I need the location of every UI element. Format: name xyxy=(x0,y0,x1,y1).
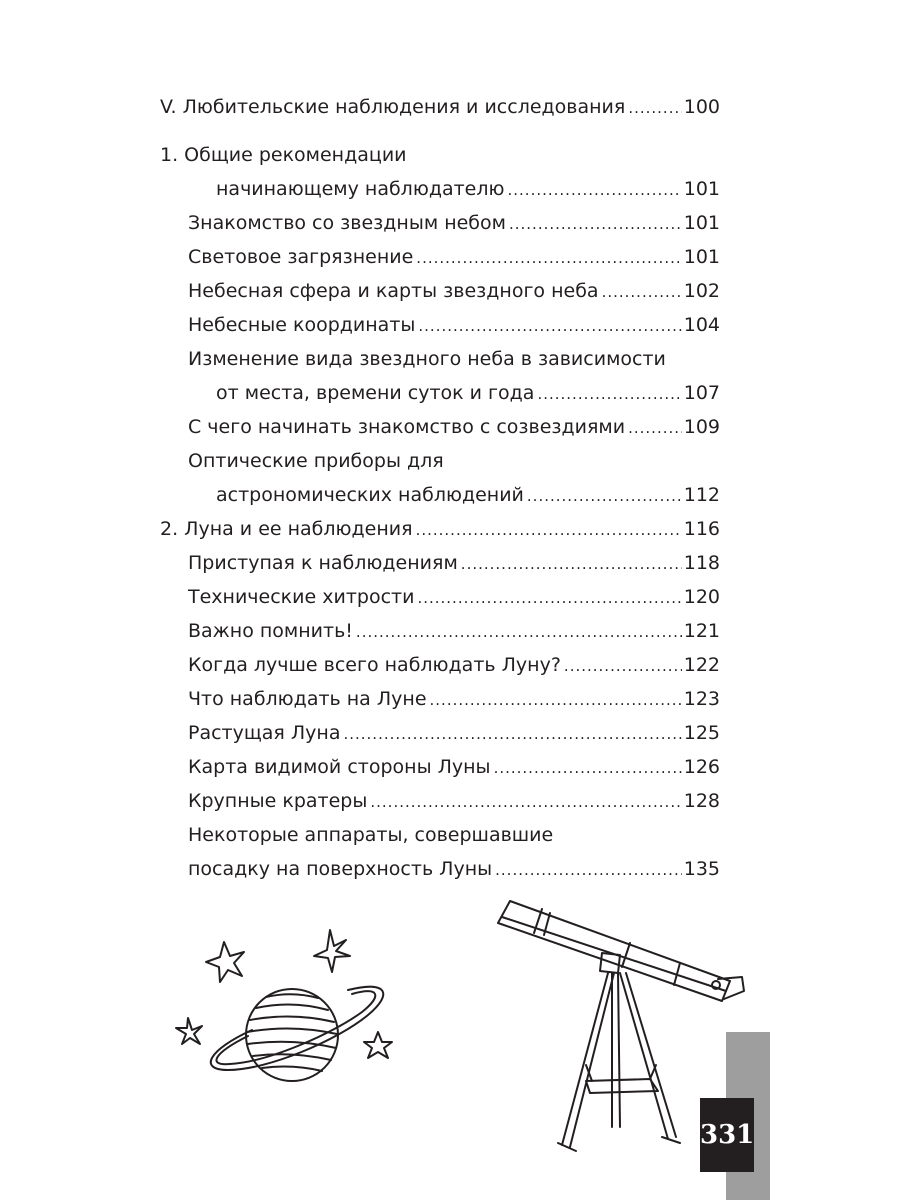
toc-leader xyxy=(527,479,682,513)
toc-title: Важно помнить! xyxy=(188,620,353,642)
toc-item-remember[interactable] xyxy=(160,614,720,648)
toc-page: 120 xyxy=(683,586,720,608)
toc-title: Небесные координаты xyxy=(188,314,416,336)
toc-title: V. Любительские наблюдения и исследования xyxy=(160,96,626,118)
planet-with-stars-icon xyxy=(168,920,408,1090)
toc-page: 109 xyxy=(683,416,720,438)
toc-leader xyxy=(602,275,682,309)
toc-item-sky-view[interactable] xyxy=(160,376,720,410)
toc-leader xyxy=(537,377,681,411)
toc-item-sky-view-line1[interactable]: Изменение вида звездного неба в зависимости xyxy=(188,348,666,370)
toc-item-optics-line1[interactable]: Оптические приборы для xyxy=(188,450,444,472)
toc-page: 122 xyxy=(683,654,720,676)
toc-title: Приступая к наблюдениям xyxy=(188,552,458,574)
toc-title: С чего начинать знакомство с созвездиями xyxy=(188,416,626,438)
toc-leader xyxy=(628,91,681,125)
toc-item-starting-observations[interactable] xyxy=(160,546,720,580)
toc-title: от места, времени суток и года xyxy=(216,382,535,404)
toc-title: Что наблюдать на Луне xyxy=(188,688,427,710)
toc-leader xyxy=(508,173,682,207)
toc-page: 118 xyxy=(683,552,720,574)
toc-page: 100 xyxy=(683,96,720,118)
toc-title: посадку на поверхность Луны xyxy=(188,858,493,880)
toc-leader xyxy=(343,717,681,751)
toc-page: 112 xyxy=(683,484,720,506)
toc-leader xyxy=(461,547,682,581)
toc-title: Растущая Луна xyxy=(188,722,341,744)
toc-leader xyxy=(564,649,682,683)
toc-item-light-pollution[interactable] xyxy=(160,240,720,274)
toc-title: астрономических наблюдений xyxy=(216,484,524,506)
toc-item-starry-sky[interactable] xyxy=(160,206,720,240)
toc-page: 101 xyxy=(683,178,720,200)
toc-item-technical-tricks[interactable] xyxy=(160,580,720,614)
toc-leader xyxy=(430,683,682,717)
toc-item-landers[interactable] xyxy=(160,852,720,886)
toc-leader xyxy=(418,309,681,343)
toc-title: Небесная сфера и карты звездного неба xyxy=(188,280,599,302)
toc-chapter-1-line1[interactable]: 1. Общие рекомендации xyxy=(160,144,407,166)
toc-leader xyxy=(495,853,682,887)
toc-page: 128 xyxy=(683,790,720,812)
toc-leader xyxy=(494,751,682,785)
toc-title: Когда лучше всего наблюдать Луну? xyxy=(188,654,561,676)
toc-page: 135 xyxy=(683,858,720,880)
table-of-contents xyxy=(160,90,720,886)
toc-leader xyxy=(628,411,682,445)
toc-item-waxing-moon[interactable] xyxy=(160,716,720,750)
toc-leader xyxy=(416,513,682,547)
toc-title: Крупные кратеры xyxy=(188,790,368,812)
toc-page: 125 xyxy=(683,722,720,744)
toc-leader xyxy=(356,615,682,649)
toc-page: 116 xyxy=(683,518,720,540)
toc-title: Знакомство со звездным небом xyxy=(188,212,506,234)
toc-section-v[interactable] xyxy=(160,90,720,124)
toc-chapter-1[interactable] xyxy=(160,172,720,206)
toc-item-celestial-sphere[interactable] xyxy=(160,274,720,308)
toc-page: 126 xyxy=(683,756,720,778)
toc-item-large-craters[interactable] xyxy=(160,784,720,818)
page-number: 331 xyxy=(700,1098,754,1172)
toc-item-moon-map[interactable] xyxy=(160,750,720,784)
toc-title: Карта видимой стороны Луны xyxy=(188,756,491,778)
toc-item-landers-line1[interactable]: Некоторые аппараты, совершавшие xyxy=(188,824,554,846)
toc-item-what-to-observe[interactable] xyxy=(160,682,720,716)
toc-leader xyxy=(417,581,681,615)
toc-title: Световое загрязнение xyxy=(188,246,414,268)
toc-page: 123 xyxy=(683,688,720,710)
toc-page: 107 xyxy=(683,382,720,404)
toc-title: Технические хитрости xyxy=(188,586,415,608)
toc-leader xyxy=(370,785,681,819)
toc-page: 121 xyxy=(683,620,720,642)
toc-item-constellations[interactable] xyxy=(160,410,720,444)
toc-chapter-2[interactable] xyxy=(160,512,720,546)
toc-page: 104 xyxy=(683,314,720,336)
toc-leader xyxy=(416,241,681,275)
toc-item-optics[interactable] xyxy=(160,478,720,512)
toc-leader xyxy=(509,207,682,241)
toc-page: 102 xyxy=(683,280,720,302)
toc-title: начинающему наблюдателю xyxy=(216,178,505,200)
toc-page: 101 xyxy=(683,212,720,234)
toc-item-coordinates[interactable] xyxy=(160,308,720,342)
toc-item-best-time[interactable] xyxy=(160,648,720,682)
toc-title: 2. Луна и ее наблюдения xyxy=(160,518,413,540)
toc-page: 101 xyxy=(683,246,720,268)
